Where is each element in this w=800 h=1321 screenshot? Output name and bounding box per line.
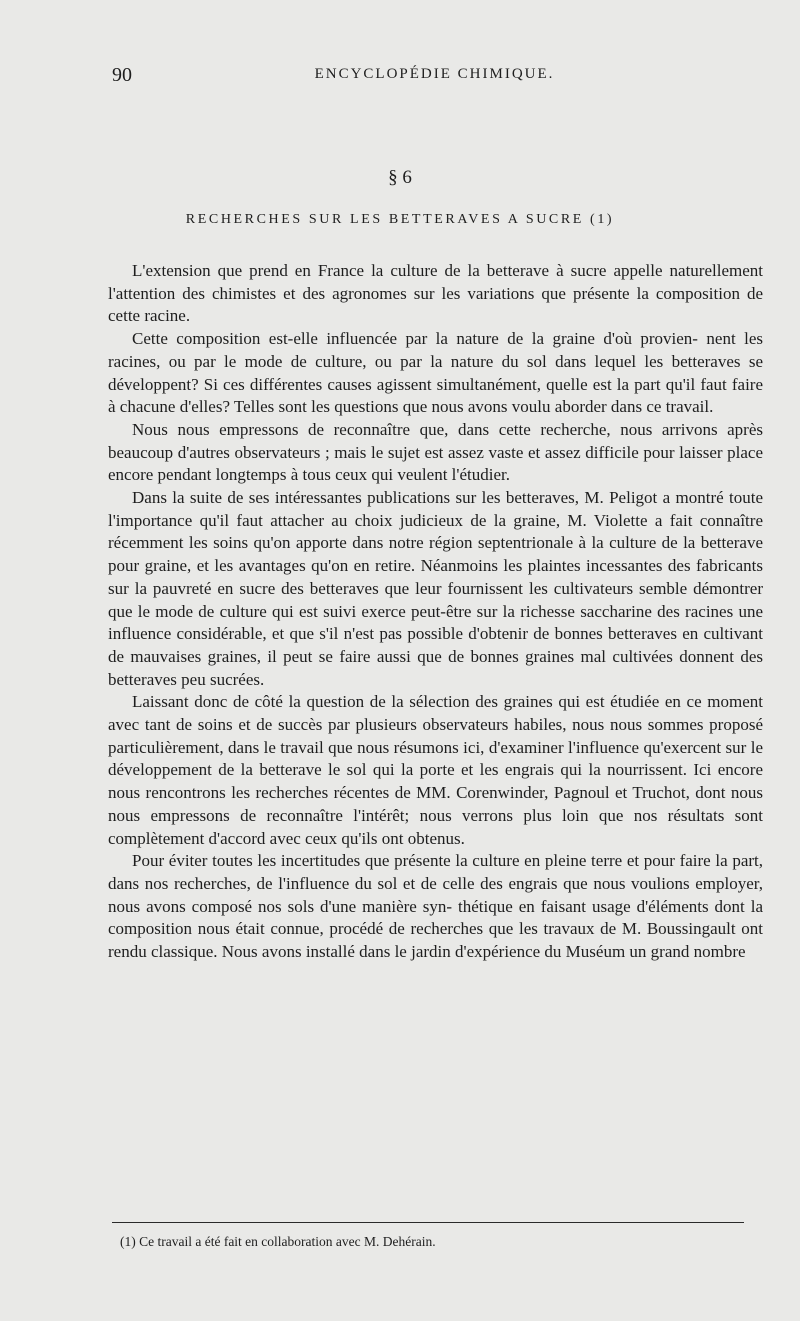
footnote-divider [112, 1222, 744, 1223]
body-text [108, 260, 763, 964]
running-title: ENCYCLOPÉDIE CHIMIQUE. [314, 66, 555, 82]
paragraph: Laissant donc de côté la question de la sélection des graines qui est étudiée en ce moment avec tant de soins et de succès par plusieurs observateurs habiles, nous nous sommes proposé particulièrement, dans le travail que nous résumons ici, d'examiner l'influence qu'exercent sur le développement de la betterave le sol qui la porte et les engrais qui la nourrissent. Ici encore nous rencontrons les recherches récentes de MM. Corenwinder, Pagnoul et Truchot, dont nous nous empressons de reconnaître l'intérêt; nous verrons plus loin que nos résultats sont complètement d'accord avec ceux qu'ils ont obtenus. [108, 692, 763, 848]
paragraph: Pour éviter toutes les incertitudes que présente la culture en pleine terre et pour faire la part, dans nos recherches, de l'influence du sol et de celle des engrais que nous voulions employer, nous avons composé nos sols d'une manière syn- thétique en faisant usage d'éléments dont la composition nous était connue, procédé de recherches que les travaux de M. Boussingault ont rendu classique. Nous avons installé dans le jardin d'expérience du Muséum un grand nombre [108, 851, 763, 962]
paragraph: Nous nous empressons de reconnaître que, dans cette recherche, nous arrivons après beaucoup d'autres observateurs ; mais le sujet est assez vaste et assez difficile pour laisser place encore pendant longtemps à tous ceux qui veulent l'étudier. [108, 419, 763, 485]
page-number: 90 [112, 64, 132, 86]
section-number: § 6 [388, 167, 412, 188]
section-title: RECHERCHES SUR LES BETTERAVES A SUCRE (1) [185, 212, 615, 227]
paragraph: Cette composition est-elle influencée par la nature de la graine d'où provien- nent les racines, ou par le mode de culture, ou par la nature du sol dans lequel les betteraves se développent? Si ces différentes causes agissent simultanément, quelle est la part qu'il faut faire à chacune d'elles? Telles sont les questions que nous avons voulu aborder dans ce travail. [108, 329, 763, 417]
paragraph: L'extension que prend en France la culture de la betterave à sucre appelle naturellement l'attention des chimistes et des agronomes sur les variations que présente la composition de cette racine. [108, 261, 763, 326]
footnote: (1) Ce travail a été fait en collaboration avec M. Dehérain. [120, 1234, 436, 1249]
paragraph: Dans la suite de ses intéressantes publications sur les betteraves, M. Peligot a montré toute l'importance qu'il faut attacher au choix judicieux de la graine, M. Violette a fait connaître récemment les soins qu'on apporte dans notre région septentrionale à la culture de la betterave pour graine, et les avantages qu'on en retire. Néanmoins les plaintes incessantes des fabricants sur la pauvreté en sucre des betteraves que leur fournissent les cultivateurs semble démontrer que le mode de culture qui est suivi exerce peut-être sur la richesse saccharine des racines une influence considérable, et que s'il n'est pas possible d'obtenir de bonnes betteraves en cultivant de mauvaises graines, il peut se faire aussi que de bonnes graines mal cultivées donnent des betteraves peu sucrées. [108, 488, 763, 689]
page-header [112, 64, 757, 94]
